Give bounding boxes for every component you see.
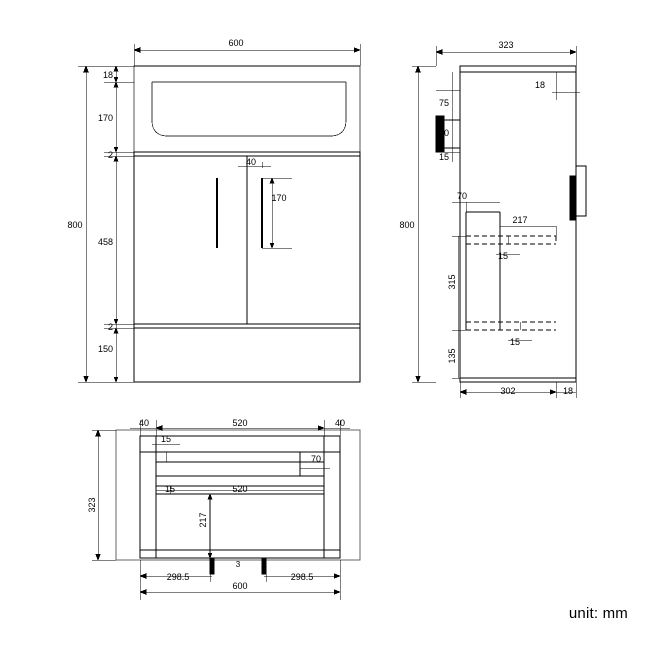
front-dimension-lines bbox=[78, 44, 360, 382]
dim-side-height: 800 bbox=[399, 220, 415, 230]
dim-plan-shelf-width: 520 bbox=[232, 484, 248, 494]
dim-side-notch: 90 bbox=[438, 128, 449, 138]
dim-side-shelf-offset: 70 bbox=[456, 191, 468, 201]
dim-side-depth: 323 bbox=[498, 40, 514, 50]
side-dimension-lines bbox=[412, 46, 580, 398]
dim-plan-shelf-thk: 15 bbox=[164, 484, 176, 494]
dim-plan-rail-thk: 15 bbox=[160, 434, 172, 444]
dim-side-base-depth: 302 bbox=[500, 386, 516, 396]
dim-front-basin-drop: 170 bbox=[97, 113, 113, 123]
dim-front-handle-offset: 40 bbox=[245, 157, 257, 167]
dim-plan-left-end: 40 bbox=[138, 418, 150, 428]
dim-plan-width: 600 bbox=[232, 581, 248, 591]
dim-plan-half-right: 298.5 bbox=[290, 572, 314, 582]
dim-side-shelf-thk: 15 bbox=[497, 251, 508, 261]
dim-front-gap-top: 2 bbox=[107, 150, 113, 160]
front-elevation-geometry bbox=[134, 66, 360, 382]
dim-plan-inner-width: 520 bbox=[232, 418, 248, 428]
dim-front-door-height: 458 bbox=[97, 237, 113, 247]
dim-plan-handle-gap: 3 bbox=[235, 560, 241, 569]
dim-side-edge: 18 bbox=[534, 80, 546, 90]
dim-front-top-lip: 18 bbox=[102, 70, 113, 80]
dim-plan-depth: 323 bbox=[87, 497, 97, 513]
dim-front-gap-mid: 2 bbox=[107, 322, 113, 332]
dim-plan-rail-back: 70 bbox=[310, 454, 322, 464]
dim-plan-shelf-depth: 217 bbox=[198, 512, 208, 528]
dim-front-width: 600 bbox=[228, 38, 244, 48]
side-elevation-geometry bbox=[436, 66, 586, 382]
unit-note: unit: mm bbox=[568, 605, 628, 622]
dim-front-height: 800 bbox=[67, 220, 83, 230]
dim-side-top-back: 75 bbox=[438, 98, 449, 108]
dim-side-shelf-depth: 217 bbox=[512, 215, 528, 225]
dim-front-handle-length: 170 bbox=[271, 193, 287, 203]
dim-plan-half-left: 298.5 bbox=[166, 572, 190, 582]
dim-side-lower-thk: 15 bbox=[509, 337, 520, 347]
dim-side-lower: 135 bbox=[447, 348, 457, 364]
dim-side-base-edge: 18 bbox=[562, 386, 574, 396]
dim-side-notch-small: 15 bbox=[438, 152, 449, 162]
plan-view-geometry bbox=[116, 430, 360, 574]
dim-front-plinth: 150 bbox=[97, 344, 113, 354]
dim-plan-right-end: 40 bbox=[334, 418, 346, 428]
dim-side-inner-height: 315 bbox=[447, 274, 457, 290]
